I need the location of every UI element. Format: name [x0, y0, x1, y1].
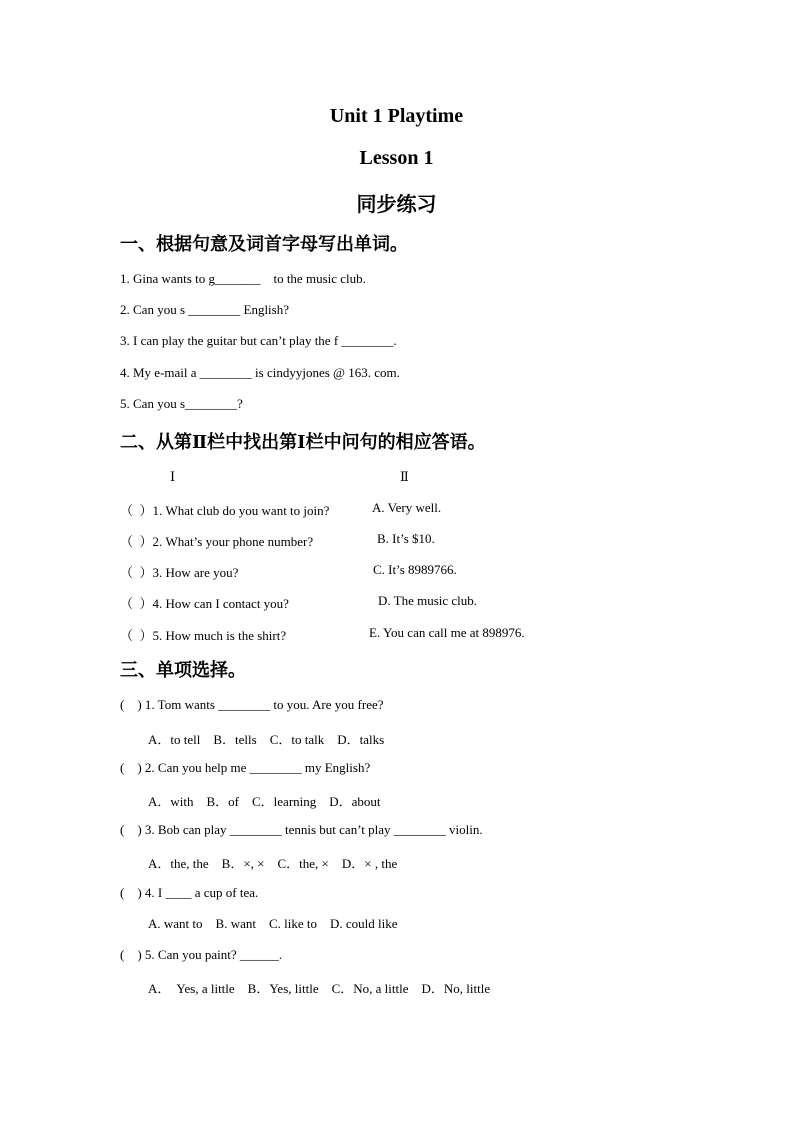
section1-item: 2. Can you s ________ English?: [120, 302, 289, 317]
page-title: Unit 1 Playtime: [329, 105, 464, 127]
section1-item: 3. I can play the guitar but can’t play the f ________.: [120, 333, 397, 348]
mc-options: A．to tell B．tells C．to talk D．talks: [148, 732, 385, 747]
mc-question: ( ) 2. Can you help me ________ my English?: [120, 760, 371, 775]
section1-item: 5. Can you s________?: [120, 396, 243, 411]
subtitle: 同步练习: [356, 194, 437, 216]
section1-heading: 一、根据句意及词首字母写出单词。: [120, 234, 408, 254]
mc-options: A. want to B. want C. like to D. could like: [148, 916, 398, 931]
match-question: （ ）2. What’s your phone number?: [120, 534, 314, 549]
lesson-title: Lesson 1: [359, 147, 434, 169]
mc-question: ( ) 4. I ____ a cup of tea.: [120, 885, 259, 900]
match-question: （ ）1. What club do you want to join?: [120, 503, 330, 518]
section2-heading: 二、从第Ⅱ栏中找出第Ⅰ栏中问句的相应答语。: [120, 432, 486, 452]
match-answer: A. Very well.: [372, 500, 442, 515]
match-question: （ ）3. How are you?: [120, 565, 239, 580]
section1-item: 4. My e-mail a ________ is cindyyjones @ 163. com.: [120, 365, 400, 380]
mc-options: A．the, the B．×, × C．the, × D．× , the: [148, 856, 398, 871]
column-header-2: Ⅱ: [400, 469, 409, 484]
mc-options: A．with B．of C．learning D．about: [148, 794, 381, 809]
match-answer: E. You can call me at 898976.: [369, 625, 525, 640]
match-question: （ ）4. How can I contact you?: [120, 596, 289, 611]
mc-question: ( ) 1. Tom wants ________ to you. Are you free?: [120, 697, 384, 712]
section3-heading: 三、单项选择。: [120, 660, 246, 680]
mc-options: A． Yes, a little B．Yes, little C．No, a little D．No, little: [148, 981, 491, 996]
match-question: （ ）5. How much is the shirt?: [120, 628, 287, 643]
column-header-1: Ⅰ: [170, 469, 176, 484]
section1-item: 1. Gina wants to g_______ to the music club.: [120, 271, 366, 286]
mc-question: ( ) 3. Bob can play ________ tennis but can’t play ________ violin.: [120, 822, 483, 837]
match-answer: D. The music club.: [378, 593, 478, 608]
match-answer: C. It’s 8989766.: [373, 562, 457, 577]
mc-question: ( ) 5. Can you paint? ______.: [120, 947, 283, 962]
match-answer: B. It’s $10.: [377, 531, 435, 546]
